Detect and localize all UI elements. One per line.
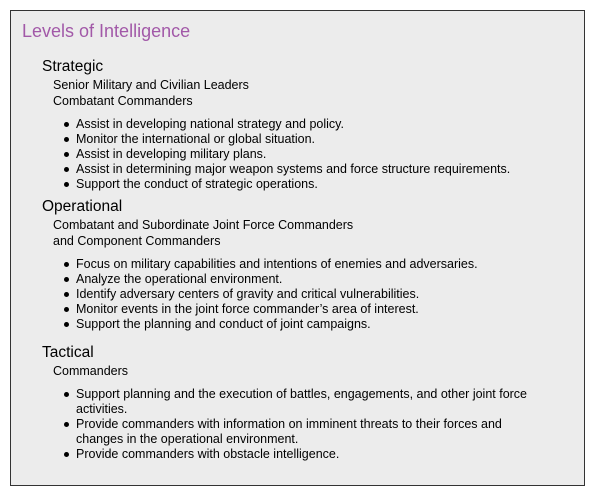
bullet-text: Provide commanders with obstacle intelligence. [76, 447, 340, 461]
bullet-list [62, 117, 582, 192]
bullet-text: Identify adversary centers of gravity and critical vulnerabilities. [76, 287, 420, 301]
bullet-list [62, 257, 582, 332]
document-frame [10, 10, 585, 486]
level-tactical [42, 343, 582, 462]
bullet-icon [64, 392, 69, 397]
audience-line: Commanders [53, 364, 129, 378]
bullet-text: Assist in developing military plans. [76, 147, 267, 161]
list-item [62, 147, 582, 162]
audience-line: Combatant Commanders [53, 94, 193, 108]
level-strategic [42, 57, 582, 192]
bullet-text: Support planning and the execution of battles, engagements, and other joint force activities. [76, 387, 528, 416]
bullet-icon [64, 152, 69, 157]
level-audience [53, 363, 582, 379]
audience-line: Combatant and Subordinate Joint Force Commanders [53, 218, 354, 232]
bullet-icon [64, 292, 69, 297]
bullet-icon [64, 167, 69, 172]
bullet-text: Focus on military capabilities and intentions of enemies and adversaries. [76, 257, 478, 271]
list-item [62, 132, 582, 147]
bullet-text: Provide commanders with information on imminent threats to their forces and changes in the operational environment. [76, 417, 502, 446]
list-item [62, 387, 532, 417]
bullet-icon [64, 422, 69, 427]
level-audience [53, 217, 582, 249]
bullet-icon [64, 262, 69, 267]
list-item [62, 417, 532, 447]
bullet-icon [64, 122, 69, 127]
bullet-text: Analyze the operational environment. [76, 272, 283, 286]
bullet-text: Assist in developing national strategy and policy. [76, 117, 344, 131]
level-heading: Tactical [42, 344, 94, 361]
bullet-icon [64, 322, 69, 327]
level-heading: Operational [42, 198, 123, 215]
list-item [62, 287, 582, 302]
bullet-text: Support the conduct of strategic operations. [76, 177, 318, 191]
bullet-text: Support the planning and conduct of joint campaigns. [76, 317, 371, 331]
list-item [62, 317, 582, 332]
list-item [62, 302, 582, 317]
bullet-list [62, 387, 532, 462]
bullet-text: Monitor events in the joint force commander’s area of interest. [76, 302, 419, 316]
bullet-icon [64, 307, 69, 312]
list-item [62, 447, 532, 462]
list-item [62, 177, 582, 192]
audience-line: and Component Commanders [53, 234, 221, 248]
list-item [62, 257, 582, 272]
list-item [62, 272, 582, 287]
level-heading: Strategic [42, 58, 104, 75]
bullet-icon [64, 137, 69, 142]
bullet-icon [64, 277, 69, 282]
level-audience [53, 77, 582, 109]
bullet-icon [64, 182, 69, 187]
bullet-icon [64, 452, 69, 457]
level-operational [42, 197, 582, 332]
list-item [62, 162, 582, 177]
bullet-text: Assist in determining major weapon systems and force structure requirements. [76, 162, 511, 176]
page-title: Levels of Intelligence [22, 21, 191, 41]
audience-line: Senior Military and Civilian Leaders [53, 78, 249, 92]
bullet-text: Monitor the international or global situation. [76, 132, 316, 146]
list-item [62, 117, 582, 132]
